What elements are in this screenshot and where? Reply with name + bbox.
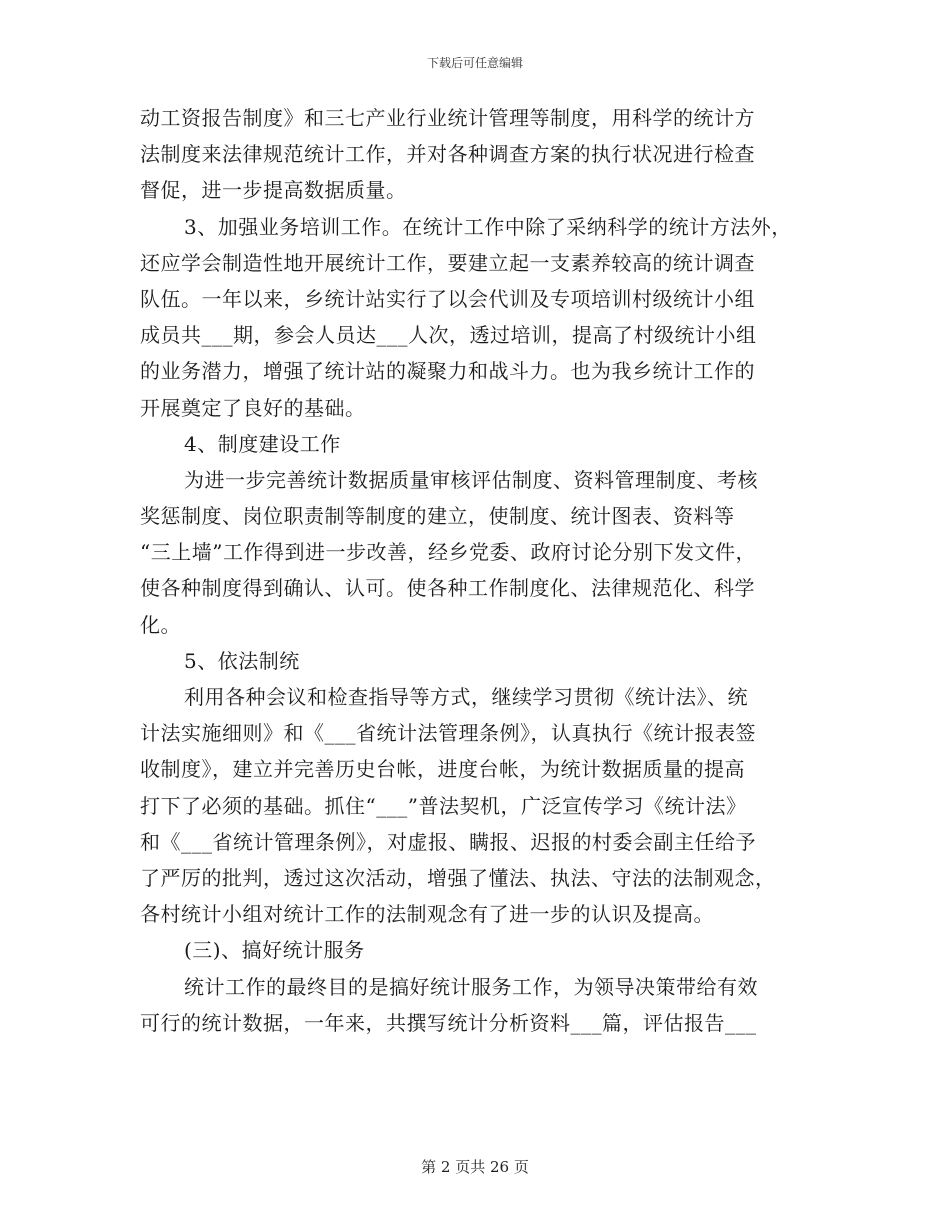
text-line: 利用各种会议和检查指导等方式，继续学习贯彻《统计法》、统 xyxy=(184,685,748,709)
text-line: 了严厉的批判，透过这次活动，增强了懂法、执法、守法的法制观念， xyxy=(140,865,776,890)
text-line: 5、依法制统 xyxy=(184,648,300,673)
text-line: (三)、搞好统计服务 xyxy=(184,938,365,963)
page-number: 第 2 页共 26 页 xyxy=(421,1158,529,1176)
text-line: 各村统计小组对统计工作的法制观念有了进一步的认识及提高。 xyxy=(140,902,714,927)
text-line: 督促，进一步提高数据质量。 xyxy=(140,178,407,203)
text-line: 计法实施细则》和《___省统计法管理条例》，认真执行《统计报表签 xyxy=(140,721,756,746)
text-line: 队伍。一年以来，乡统计站实行了以会代训及专项培训村级统计小组 xyxy=(140,286,755,311)
text-line: 3、加强业务培训工作。在统计工作中除了采纳科学的统计方法外， xyxy=(184,214,792,239)
text-line: 打下了必须的基础。抓住“___”普法契机，广泛宣传学习《统计法》 xyxy=(140,793,747,818)
text-line: 动工资报告制度》和三七产业行业统计管理等制度，用科学的统计方 xyxy=(140,106,755,130)
text-line: 可行的统计数据，一年来，共撰写统计分析资料___篇，评估报告___ xyxy=(140,1010,757,1035)
text-line: 统计工作的最终目的是搞好统计服务工作，为领导决策带给有效 xyxy=(184,974,758,999)
text-line: 4、制度建设工作 xyxy=(184,431,341,456)
text-line: 收制度》，建立并完善历史台帐，进度台帐，为统计数据质量的提高 xyxy=(140,757,745,782)
document-body xyxy=(140,100,820,1041)
text-line: “三上墙”工作得到进一步改善，经乡党委、政府讨论分别下发文件， xyxy=(140,540,756,565)
text-line: 还应学会制造性地开展统计工作，要建立起一支素养较高的统计调查 xyxy=(140,250,755,275)
text-line: 开展奠定了良好的基础。 xyxy=(140,395,366,420)
text-line: 奖惩制度、岗位职责制等制度的建立，使制度、统计图表、资料等 xyxy=(140,504,735,529)
text-line: 为进一步完善统计数据质量审核评估制度、资料管理制度、考核 xyxy=(184,467,758,492)
header-note: 下载后可任意编辑 xyxy=(426,56,523,70)
text-line: 法制度来法律规范统计工作，并对各种调查方案的执行状况进行检查 xyxy=(140,142,755,167)
text-line: 成员共___期，参会人员达___人次，透过培训，提高了村级统计小组 xyxy=(140,323,757,348)
text-line: 的业务潜力，增强了统计站的凝聚力和战斗力。也为我乡统计工作的 xyxy=(140,359,755,384)
text-line: 使各种制度得到确认、认可。使各种工作制度化、法律规范化、科学 xyxy=(140,576,755,601)
text-line: 化。 xyxy=(140,612,181,637)
text-line: 和《___省统计管理条例》，对虚报、瞒报、迟报的村委会副主任给予 xyxy=(140,829,756,854)
